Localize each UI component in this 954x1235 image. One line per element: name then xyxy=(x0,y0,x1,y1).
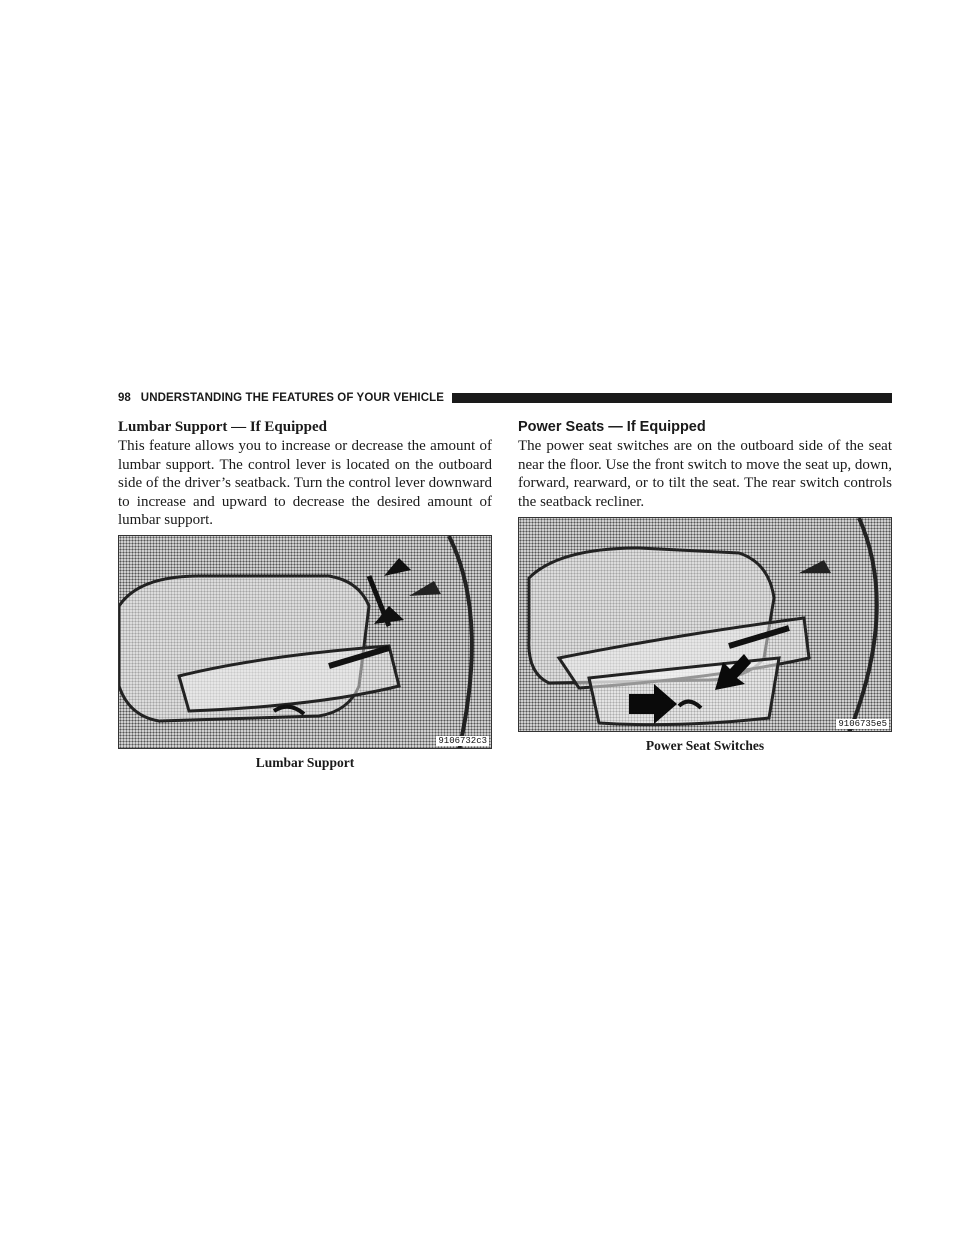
lumbar-section xyxy=(118,418,492,771)
lumbar-caption: Lumbar Support xyxy=(255,754,355,770)
page-number: 98 xyxy=(118,392,131,404)
power-seats-heading: Power Seats — If Equipped xyxy=(518,419,706,435)
header-rule xyxy=(452,393,892,403)
power-seats-body: The power seat switches are on the outboard side of the seat near the floor. Use the front switch to move the seat up, down, forward, rearward, or to tilt the seat. The rear switch controls the seatback recliner. xyxy=(518,438,892,510)
running-title: UNDERSTANDING THE FEATURES OF YOUR VEHICLE xyxy=(140,392,445,404)
lumbar-body: This feature allows you to increase or decrease the amount of lumbar support. The control lever is located on the outboard side of the driver’s seatback. Turn the control lever downward to increase and upward to decrease the desired amount of lumbar support. xyxy=(118,438,492,529)
power-seats-section xyxy=(518,418,892,754)
power-seats-figure xyxy=(518,517,892,732)
page-header xyxy=(118,390,892,406)
power-seats-caption: Power Seat Switches xyxy=(645,738,765,754)
seat-switch-illustration xyxy=(519,518,892,732)
seat-illustration xyxy=(119,536,492,749)
lumbar-heading: Lumbar Support — If Equipped xyxy=(118,419,327,435)
lumbar-figure xyxy=(118,535,492,749)
figure-code: 9106732c3 xyxy=(438,735,487,746)
figure-code: 9106735e5 xyxy=(838,719,887,730)
